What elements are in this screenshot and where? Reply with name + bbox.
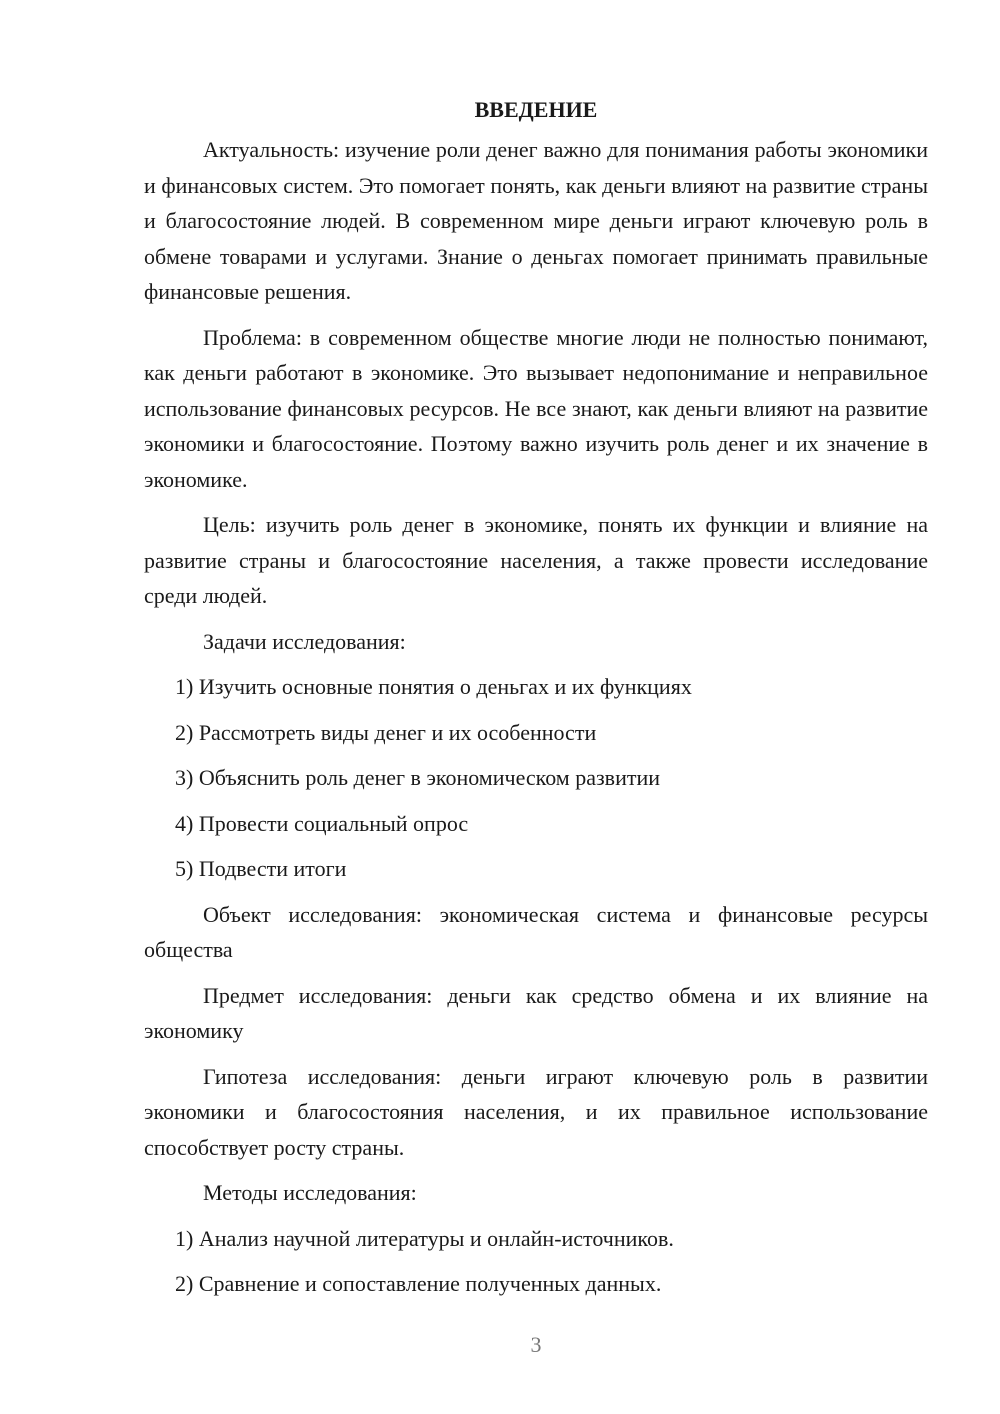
object-paragraph: Объект исследования: экономическая система и финансовые ресурсы общества [144, 901, 928, 962]
document-page [144, 92, 928, 1312]
methods-heading: Методы исследования: [203, 1180, 417, 1205]
task-item: 1) Изучить основные понятия о деньгах и их функциях [175, 674, 692, 699]
goal-paragraph: Цель: изучить роль денег в экономике, понять их функции и влияние на развитие страны и благосостояние населения, а также провести исследование среди людей. [144, 512, 928, 608]
task-item: 5) Подвести итоги [175, 856, 347, 881]
section-title: ВВЕДЕНИЕ [474, 97, 598, 122]
method-item: 1) Анализ научной литературы и онлайн-источников. [175, 1225, 674, 1251]
task-item: 2) Рассмотреть виды денег и их особенности [175, 719, 597, 745]
tasks-list [144, 669, 928, 887]
subject-paragraph: Предмет исследования: деньги как средство обмена и их влияние на экономику [144, 982, 928, 1043]
method-item: 2) Сравнение и сопоставление полученных данных. [175, 1271, 662, 1296]
problem-paragraph: Проблема: в современном обществе многие люди не полностью понимают, как деньги работают в экономике. Это вызывает недопонимание и неправильное использование финансовых ресурсов. Не все знают, как деньги влияют на развитие экономики и благосостояние. Поэтому важно изучить роль денег и их значение в экономике. [144, 324, 928, 492]
task-item: 4) Провести социальный опрос [175, 810, 469, 836]
task-item: 3) Объяснить роль денег в экономическом развитии [175, 765, 660, 790]
relevance-paragraph: Актуальность: изучение роли денег важно для понимания работы экономики и финансовых систем. Это помогает понять, как деньги влияют на развитие страны и благосостояние людей. В современном мире деньги играют ключевую роль в обмене товарами и услугами. Знание о деньгах помогает принимать правильные финансовые решения. [144, 137, 928, 304]
page-number: 3 [530, 1332, 542, 1357]
tasks-heading: Задачи исследования: [203, 628, 406, 654]
hypothesis-paragraph: Гипотеза исследования: деньги играют ключевую роль в развитии экономики и благосостояния населения, и их правильное использование способствует росту страны. [144, 1063, 928, 1160]
methods-list [144, 1221, 928, 1302]
